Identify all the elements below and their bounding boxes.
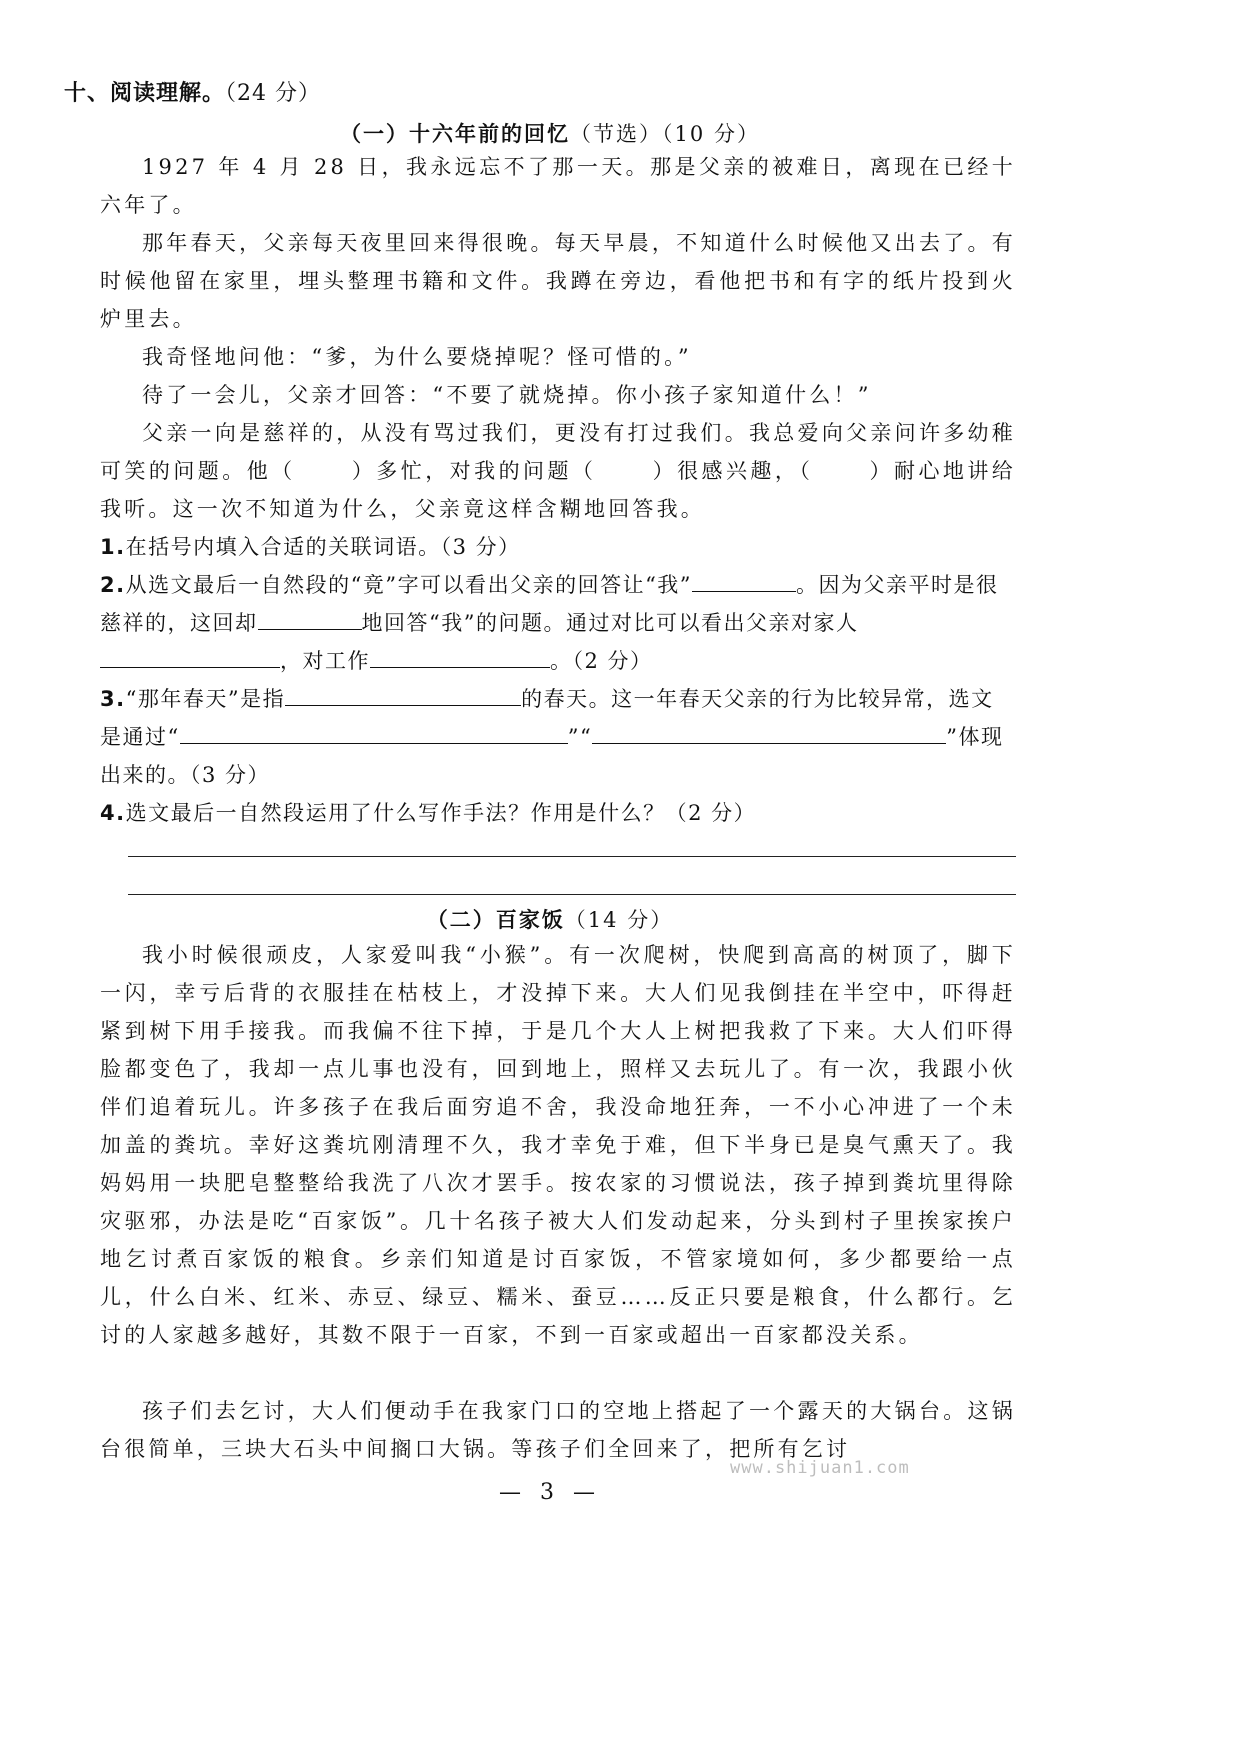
q2-answer-blank-3[interactable] — [100, 645, 280, 668]
question-2-text-b: 。因为父亲平时是很慈祥的，这回却 — [100, 573, 999, 635]
passage2-paragraph-1: 我小时候很顽皮，人家爱叫我“小猴”。有一次爬树，快爬到高高的树顶了，脚下一闪，幸亏后背的衣服挂在枯枝上，才没掉下来。大人们见我倒挂在半空中，吓得赶紧到树下用手接我。而我偏不往下掉，于是几个大人上树把我救了下来。大人们吓得脸都变色了，我却一点儿事也没有，回到地上，照样又去玩儿了。有一次，我跟小伙伴们追着玩儿。许多孩子在我后面穷追不舍，我没命地狂奔，一不小心冲进了一个未加盖的粪坑。幸好这粪坑刚清理不久，我才幸免于难，但下半身已是臭气熏天了。我妈妈用一块肥皂整整给我洗了八次才罢手。按农家的习惯说法，孩子掉到粪坑里得除灾驱邪，办法是吃“百家饭”。几十名孩子被大人们发动起来，分头到村子里挨家挨户地乞讨煮百家饭的粮食。乡亲们知道是讨百家饭，不管家境如何，多少都要给一点儿，什么白米、红米、赤豆、绿豆、糯米、蚕豆……反正只要是粮食，什么都行。乞讨的人家越多越好，其数不限于一百家，不到一百家或超出一百家都没关系。 — [100, 943, 1016, 1347]
question-3-number: 3. — [100, 687, 126, 711]
question-3-text-b: 的春天。这一年春天父亲的行为比较异常，选文是通过“ — [100, 687, 994, 749]
page-number: — 3 — — [499, 1480, 601, 1505]
q3-answer-blank-1[interactable] — [285, 683, 521, 706]
p5-text-c: ）很感兴趣，（ — [652, 459, 814, 483]
passage2-title — [0, 904, 1100, 934]
question-3-text-a: “那年春天”是指 — [125, 687, 286, 711]
question-4-text: 选文最后一自然段运用了什么写作手法？作用是什么？（2 分） — [125, 801, 757, 825]
section-heading-text: 十、阅读理解。 — [64, 81, 226, 106]
passage1-paragraph-2: 那年春天，父亲每天夜里回来得很晚。每天早晨，不知道什么时候他又出去了。有时候他留在家里，埋头整理书籍和文件。我蹲在旁边，看他把书和有字的纸片投到火炉里去。 — [100, 231, 1016, 331]
passage2-title-note: （14 分） — [564, 908, 674, 932]
passage1-paragraph-5 — [100, 414, 1016, 528]
q4-answer-line-2[interactable] — [128, 894, 1016, 895]
p5-text-b: ）多忙，对我的问题（ — [351, 459, 597, 483]
q3-answer-blank-4[interactable] — [822, 721, 946, 744]
question-2-text-a: 从选文最后一自然段的“竟”字可以看出父亲的回答让“我” — [125, 573, 693, 597]
question-4-number: 4. — [100, 801, 126, 825]
q4-answer-line-1[interactable] — [128, 856, 1016, 857]
passage1-title-text: （一）十六年前的回忆 — [340, 121, 571, 146]
question-1-number: 1. — [100, 535, 126, 559]
question-2-text-d: ，对工作 — [280, 649, 370, 673]
q2-answer-blank-2[interactable] — [258, 607, 362, 630]
q3-answer-blank-2[interactable] — [180, 721, 568, 744]
p5-text-a: 父亲一向是慈祥的，从没有骂过我们，更没有打过我们。我总爱向父亲问许多幼稚可笑的问题。他（ — [100, 421, 1016, 483]
passage2-title-text: （二）百家饭 — [426, 907, 565, 932]
question-3 — [100, 680, 1016, 794]
q2-answer-blank-4[interactable] — [370, 645, 550, 668]
question-1-text: 在括号内填入合适的关联词语。（3 分） — [125, 535, 521, 559]
q3-answer-blank-3[interactable] — [592, 721, 822, 744]
question-2 — [100, 566, 1016, 680]
question-2-number: 2. — [100, 573, 126, 597]
passage1-title-note: （节选）（10 分） — [570, 122, 760, 146]
question-3-text-d: ”体现出来的。（3 分） — [100, 725, 1004, 787]
passage1-paragraph-3: 我奇怪地问他：“爹，为什么要烧掉呢？怪可惜的。” — [142, 345, 692, 369]
section-score: （24 分） — [225, 81, 322, 106]
watermark: www.shijuan1.com — [730, 1458, 910, 1478]
question-4 — [100, 794, 1016, 832]
question-1 — [100, 528, 1016, 566]
section-heading — [64, 76, 321, 107]
passage1-paragraph-4: 待了一会儿，父亲才回答：“不要了就烧掉。你小孩子家知道什么！” — [142, 383, 872, 407]
passage1-title — [0, 118, 1100, 148]
passage1-paragraph-1: 1927 年 4 月 28 日，我永远忘不了那一天。那是父亲的被难日，离现在已经十六年了。 — [100, 155, 1016, 217]
question-3-text-c: ”“ — [567, 725, 593, 749]
q2-answer-blank-1[interactable] — [692, 569, 796, 592]
question-2-text-e: 。（2 分） — [550, 649, 653, 673]
passage2-paragraph-2: 孩子们去乞讨，大人们便动手在我家门口的空地上搭起了一个露天的大锅台。这锅台很简单，三块大石头中间搁口大锅。等孩子们全回来了，把所有乞讨 — [100, 1399, 1016, 1461]
p5-text-d: ）耐心地讲给我听。这一次不知道为什么，父亲竟这样含糊地回答我。 — [100, 459, 1017, 521]
question-2-text-c: 地回答“我”的问题。通过对比可以看出父亲对家人 — [361, 611, 859, 635]
